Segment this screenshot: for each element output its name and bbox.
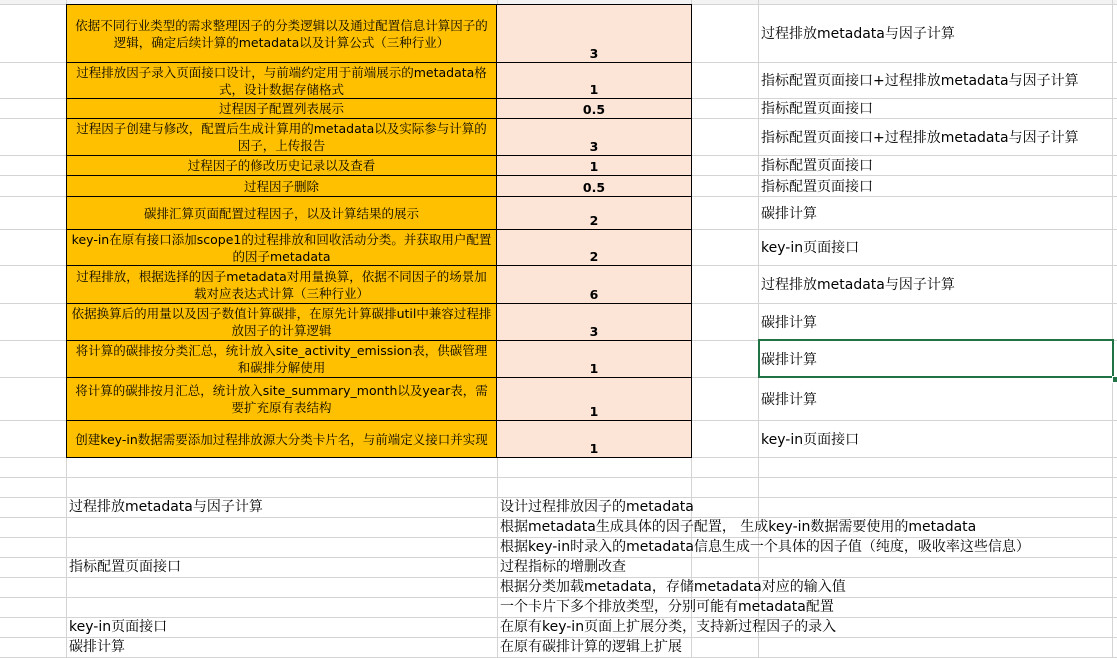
- task-description-cell[interactable]: 碳排汇算页面配置过程因子，以及计算结果的展示: [66, 196, 497, 229]
- task-description-cell[interactable]: 过程排放因子录入页面接口设计，与前端约定用于前端展示的metadata格式，设计数据存储格式: [66, 62, 497, 98]
- note-detail-cell[interactable]: 根据key-in时录入的metadata信息生成一个具体的因子值（纯度，吸收率这些信息）: [500, 539, 1030, 555]
- task-description-cell[interactable]: 过程因子配置列表展示: [66, 98, 497, 118]
- task-category-cell[interactable]: 碳排计算: [761, 351, 817, 368]
- task-description-cell[interactable]: 依据换算后的用量以及因子数值计算碳排，在原先计算碳排util中兼容过程排放因子的计算逻辑: [66, 303, 497, 340]
- task-category-cell[interactable]: 指标配置页面接口: [761, 101, 873, 117]
- task-description-cell[interactable]: key-in在原有接口添加scope1的过程排放和回收活动分类。并获取用户配置的因子metadata: [66, 229, 497, 265]
- task-category-cell[interactable]: 碳排计算: [761, 205, 817, 222]
- task-category-cell[interactable]: 指标配置页面接口+过程排放metadata与因子计算: [761, 73, 1079, 89]
- task-days-cell[interactable]: 3: [497, 4, 692, 62]
- task-days-cell[interactable]: 6: [497, 265, 692, 303]
- task-days-cell[interactable]: 0.5: [497, 175, 692, 196]
- task-category-cell[interactable]: 碳排计算: [761, 314, 817, 331]
- task-days-cell[interactable]: 0.5: [497, 98, 692, 118]
- task-category-cell[interactable]: 碳排计算: [761, 391, 817, 408]
- task-description-cell[interactable]: 过程因子创建与修改，配置后生成计算用的metadata以及实际参与计算的因子，上传报告: [66, 118, 497, 155]
- task-days-cell[interactable]: 1: [497, 420, 692, 458]
- note-detail-cell[interactable]: 过程指标的增删改查: [500, 559, 626, 575]
- note-module-cell[interactable]: key-in页面接口: [69, 619, 168, 635]
- task-description-cell[interactable]: 将计算的碳排按分类汇总，统计放入site_activity_emission表，供碳管理和碳排分解使用: [66, 340, 497, 377]
- task-category-cell[interactable]: 指标配置页面接口: [761, 158, 873, 174]
- task-category-cell[interactable]: key-in页面接口: [761, 431, 860, 448]
- task-days-cell[interactable]: 3: [497, 118, 692, 155]
- note-module-cell[interactable]: 指标配置页面接口: [69, 559, 181, 575]
- task-description-cell[interactable]: 创建key-in数据需要添加过程排放源大分类卡片名，与前端定义接口并实现: [66, 420, 497, 458]
- task-category-cell[interactable]: 过程排放metadata与因子计算: [761, 277, 955, 293]
- task-days-cell[interactable]: 1: [497, 155, 692, 175]
- task-description-cell[interactable]: 将计算的碳排按月汇总，统计放入site_summary_month以及year表，需要扩充原有表结构: [66, 377, 497, 420]
- task-days-cell[interactable]: 2: [497, 229, 692, 265]
- task-days-cell[interactable]: 2: [497, 196, 692, 229]
- task-category-cell[interactable]: 过程排放metadata与因子计算: [761, 26, 955, 42]
- note-module-cell[interactable]: 过程排放metadata与因子计算: [69, 499, 263, 515]
- grid-row-line: [0, 477, 1117, 478]
- selected-cell[interactable]: [758, 339, 1114, 378]
- task-category-cell[interactable]: 指标配置页面接口: [761, 178, 873, 195]
- grid-col-line: [1112, 0, 1113, 658]
- task-description-cell[interactable]: 过程排放，根据选择的因子metadata对用量换算，依据不同因子的场景加载对应表达式计算（三种行业）: [66, 265, 497, 303]
- task-category-cell[interactable]: 指标配置页面接口+过程排放metadata与因子计算: [761, 129, 1079, 146]
- note-module-cell[interactable]: 碳排计算: [69, 639, 125, 655]
- note-detail-cell[interactable]: 在原有key-in页面上扩展分类，支持新过程因子的录入: [500, 619, 837, 635]
- task-days-cell[interactable]: 3: [497, 303, 692, 340]
- task-days-cell[interactable]: 1: [497, 62, 692, 98]
- note-detail-cell[interactable]: 设计过程排放因子的metadata: [500, 499, 694, 515]
- note-detail-cell[interactable]: 在原有碳排计算的逻辑上扩展: [500, 639, 682, 655]
- task-description-cell[interactable]: 依据不同行业类型的需求整理因子的分类逻辑以及通过配置信息计算因子的逻辑，确定后续计算的metadata以及计算公式（三种行业）: [66, 4, 497, 62]
- task-days-cell[interactable]: 1: [497, 340, 692, 377]
- task-days-cell[interactable]: 1: [497, 377, 692, 420]
- task-description-cell[interactable]: 过程因子的修改历史记录以及查看: [66, 155, 497, 175]
- note-detail-cell[interactable]: 一个卡片下多个排放类型，分别可能有metadata配置: [500, 599, 834, 615]
- task-description-cell[interactable]: 过程因子删除: [66, 175, 497, 196]
- task-category-cell[interactable]: key-in页面接口: [761, 240, 860, 256]
- note-detail-cell[interactable]: 根据metadata生成具体的因子配置， 生成key-in数据需要使用的metadata: [500, 519, 977, 535]
- fill-handle[interactable]: [1112, 376, 1117, 383]
- note-detail-cell[interactable]: 根据分类加载metadata，存储metadata对应的输入值: [500, 579, 846, 595]
